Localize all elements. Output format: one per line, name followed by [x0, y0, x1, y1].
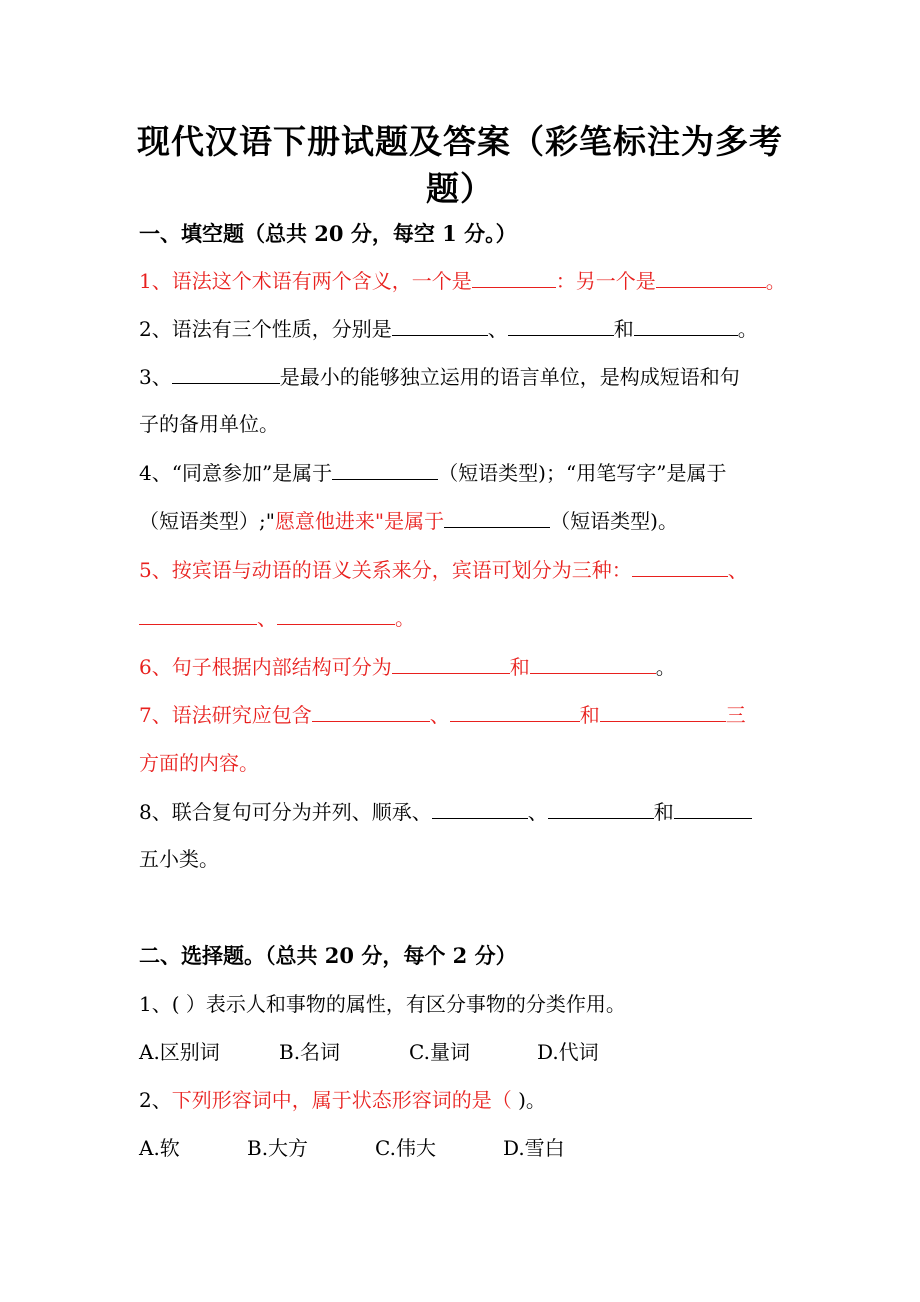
question-1-4-continued [139, 508, 678, 534]
answer-blank[interactable] [472, 269, 556, 288]
q1-1-text-c: 。 [765, 269, 786, 293]
q1-4-text-c: （短语类型）;" [139, 509, 275, 533]
q1-2-text-b: 、 [487, 317, 508, 341]
q1-4-text-d: 愿意他进来"是属于 [274, 509, 445, 533]
answer-blank[interactable] [450, 703, 580, 722]
question-1-7-continued: 方面的内容。 [139, 751, 259, 775]
q1-4-text-b: （短语类型)；“用笔写字”是属于 [438, 461, 727, 485]
q1-6-text-b: 和 [509, 655, 530, 679]
q1-7-text-d: 三 [725, 703, 746, 727]
q1-3-text-a: 3、 [139, 365, 172, 389]
answer-blank[interactable] [332, 461, 438, 480]
option-d[interactable]: D.代词 [537, 1040, 599, 1064]
question-1-5 [139, 557, 748, 583]
q1-2-text-a: 2、语法有三个性质，分别是 [139, 317, 392, 341]
answer-blank[interactable] [656, 269, 766, 288]
answer-blank[interactable] [172, 365, 280, 384]
option-d[interactable]: D.雪白 [503, 1136, 565, 1160]
q1-7-text-c: 和 [579, 703, 600, 727]
answer-blank[interactable] [312, 703, 430, 722]
q2-2-text-b: 下列形容词中，属于状态形容词的是（ [171, 1088, 512, 1112]
q1-1-text-a: 1、语法这个术语有两个含义，一个是 [139, 269, 472, 293]
question-2-1: 1、( ）表示人和事物的属性，有区分事物的分类作用。 [139, 992, 626, 1016]
q1-5-text-a: 5、按宾语与动语的语义关系来分，宾语可划分为三种： [139, 558, 632, 582]
q1-2-text-c: 和 [613, 317, 634, 341]
q1-5-text-d: 。 [395, 606, 415, 630]
option-b[interactable]: B.名词 [279, 1040, 341, 1064]
q1-6-text-c: 。 [655, 655, 676, 679]
section-1-heading: 一、填空题（总共 20 分，每空 1 分。） [139, 221, 517, 246]
option-c[interactable]: C.伟大 [375, 1136, 436, 1160]
answer-blank[interactable] [548, 800, 654, 819]
answer-blank[interactable] [600, 703, 726, 722]
document-title-line-1: 现代汉语下册试题及答案（彩笔标注为多考 [137, 122, 783, 161]
answer-blank[interactable] [392, 317, 488, 336]
question-1-3-continued: 子的备用单位。 [139, 412, 279, 436]
answer-blank[interactable] [444, 509, 550, 528]
answer-blank[interactable] [139, 606, 257, 625]
q2-2-text-a: 2、 [139, 1088, 172, 1112]
q1-3-text-b: 是最小的能够独立运用的语言单位，是构成短语和句 [279, 365, 740, 389]
option-c[interactable]: C.量词 [409, 1040, 470, 1064]
q1-4-text-e: （短语类型)。 [550, 509, 678, 533]
question-1-6 [139, 654, 676, 680]
q1-5-text-c: 、 [257, 606, 277, 630]
question-1-8 [139, 799, 752, 825]
answer-blank[interactable] [392, 655, 510, 674]
answer-blank[interactable] [632, 558, 728, 577]
answer-blank[interactable] [530, 655, 656, 674]
q1-2-text-d: 。 [737, 317, 758, 341]
question-1-2 [139, 316, 758, 342]
option-b[interactable]: B.大方 [247, 1136, 309, 1160]
question-1-4 [139, 460, 726, 486]
question-2-2 [139, 1087, 546, 1113]
section-2-heading: 二、选择题。（总共 20 分，每个 2 分） [139, 943, 517, 968]
question-1-3 [139, 364, 740, 390]
option-a[interactable]: A.区别词 [139, 1040, 220, 1064]
q1-8-text-a: 8、联合复句可分为并列、顺承、 [139, 800, 432, 824]
document-title-line-2: 题） [426, 169, 494, 208]
q1-6-text-a: 6、句子根据内部结构可分为 [139, 655, 392, 679]
q1-4-text-a: 4、“同意参加”是属于 [139, 461, 333, 485]
answer-blank[interactable] [277, 606, 395, 625]
q1-8-text-c: 和 [653, 800, 674, 824]
q1-5-text-b: 、 [727, 558, 748, 582]
answer-blank[interactable] [508, 317, 614, 336]
q1-8-text-b: 、 [527, 800, 548, 824]
answer-blank[interactable] [432, 800, 528, 819]
question-1-7 [139, 702, 746, 728]
question-2-2-options [139, 1135, 565, 1161]
q2-2-text-c: )。 [511, 1088, 546, 1112]
question-1-5-continued [139, 605, 415, 631]
q1-7-text-a: 7、语法研究应包含 [139, 703, 312, 727]
option-a[interactable]: A.软 [139, 1136, 180, 1160]
question-1-1 [139, 268, 786, 294]
question-2-1-options [139, 1039, 599, 1065]
answer-blank[interactable] [674, 800, 752, 819]
question-1-8-continued: 五小类。 [139, 847, 219, 871]
answer-blank[interactable] [634, 317, 738, 336]
q1-1-text-b: ：另一个是 [555, 269, 656, 293]
q1-7-text-b: 、 [429, 703, 450, 727]
